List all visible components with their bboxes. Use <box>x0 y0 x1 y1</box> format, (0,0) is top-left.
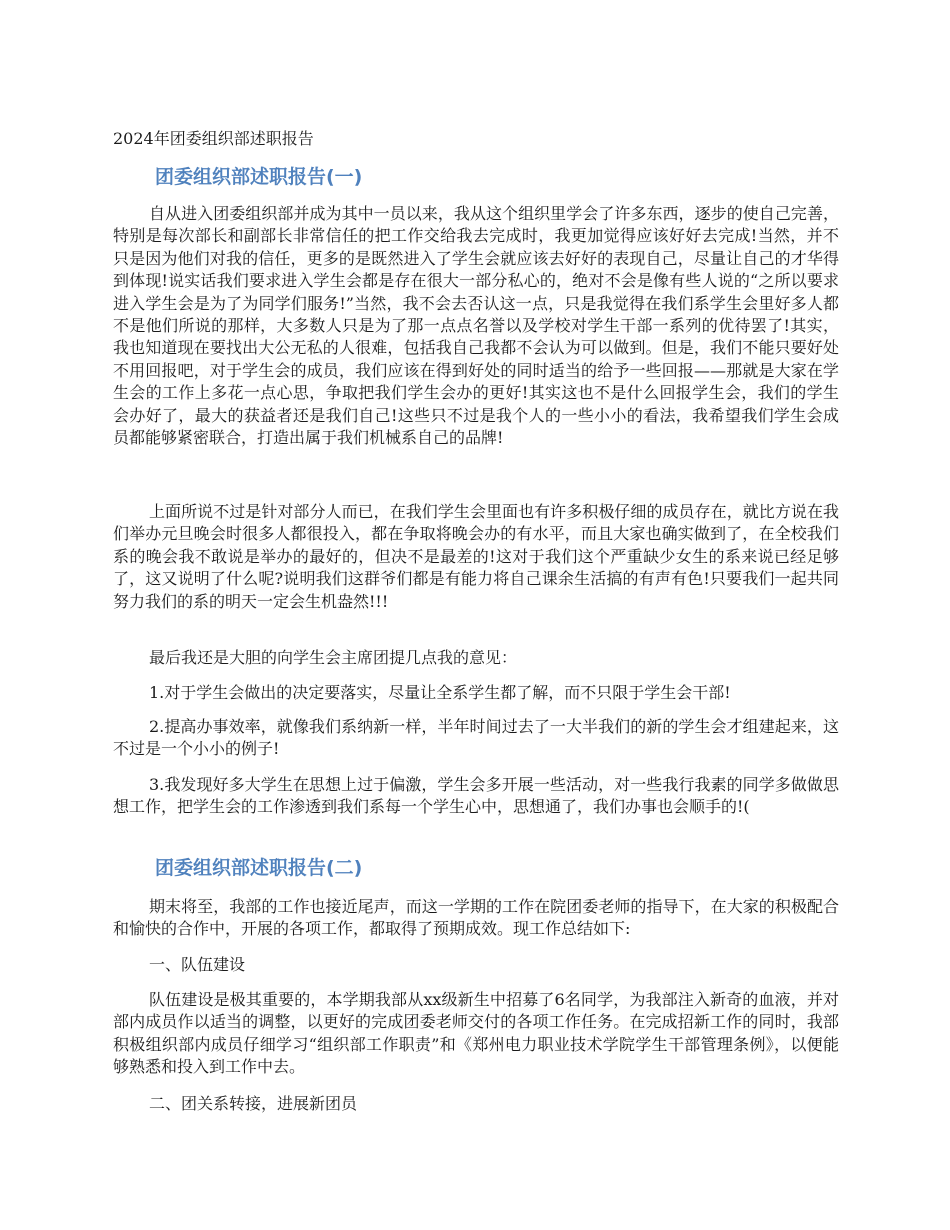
paragraph: 自从进入团委组织部并成为其中一员以来，我从这个组织里学会了许多东西，逐步的使自己完善，特别是每次部长和副部长非常信任的把工作交给我去完成时，我更加觉得应该好好去完成!当然，并不只是因为他们对我的信任，更多的是既然进入了学生会就应该去好好的表现自己，尽量让自己的才华得到体现!说实话我们要求进入学生会都是存在很大一部分私心的，绝对不会是像有些人说的“之所以要求进入学生会是为了为同学们服务!”当然，我不会去否认这一点，只是我觉得在我们系学生会里好多人都不是他们所说的那样，大多数人只是为了那一点点名誉以及学校对学生干部一系列的优待罢了!其实，我也知道现在要找出大公无私的人很难，包括我自己我都不会认为可以做到。但是，我们不能只要好处不用回报吧，对于学生会的成员，我们应该在得到好处的同时适当的给予一些回报——那就是大家在学生会的工作上多花一点心思，争取把我们学生会办的更好!其实这也不是什么回报学生会，我们的学生会办好了，最大的获益者还是我们自己!这些只不过是我个人的一些小小的看法，我希望我们学生会成员都能够紧密联合，打造出属于我们机械系自己的品牌! <box>113 204 839 448</box>
paragraph: 1.对于学生会做出的决定要落实，尽量让全系学生都了解，而不只限于学生会干部! <box>149 683 731 702</box>
section-heading-1: 团委组织部述职报告(一) <box>155 166 363 188</box>
paragraph: 3.我发现好多大学生在思想上过于偏激，学生会多开展一些活动，对一些我行我素的同学多做做思想工作，把学生会的工作渗透到我们系每一个学生心中，思想通了，我们办事也会顺手的!( <box>113 775 839 817</box>
document-title: 2024年团委组织部述职报告 <box>113 129 314 148</box>
paragraph: 二、团关系转接，进展新团员 <box>149 1094 358 1113</box>
paragraph: 队伍建设是极其重要的，本学期我部从xx级新生中招募了6名同学，为我部注入新奇的血液，并对部内成员作以适当的调整，以更好的完成团委老师交付的各项工作任务。在完成招新工作的同时，我部积极组织部内成员仔细学习“组织部工作职责”和《郑州电力职业技术学院学生干部管理条例》，以便能够熟悉和投入到工作中去。 <box>113 990 839 1077</box>
paragraph: 一、队伍建设 <box>149 955 246 974</box>
paragraph: 最后我还是大胆的向学生会主席团提几点我的意见： <box>149 648 518 667</box>
paragraph: 2.提高办事效率，就像我们系纳新一样，半年时间过去了一大半我们的新的学生会才组建起来，这不过是一个小小的例子! <box>113 717 839 759</box>
section-heading-2: 团委组织部述职报告(二) <box>155 857 363 879</box>
paragraph: 期末将至，我部的工作也接近尾声，而这一学期的工作在院团委老师的指导下，在大家的积极配合和愉快的合作中，开展的各项工作，都取得了预期成效。现工作总结如下: <box>113 897 839 939</box>
paragraph: 上面所说不过是针对部分人而已，在我们学生会里面也有许多积极仔细的成员存在，就比方说在我们举办元旦晚会时很多人都很投入，都在争取将晚会办的有水平，而且大家也确实做到了，在全校我们系的晚会我不敢说是举办的最好的，但决不是最差的!这对于我们这个严重缺少女生的系来说已经足够了，这又说明了什么呢?说明我们这群爷们都是有能力将自己课余生活搞的有声有色!只要我们一起共同努力我们的系的明天一定会生机盎然!!! <box>113 502 839 611</box>
